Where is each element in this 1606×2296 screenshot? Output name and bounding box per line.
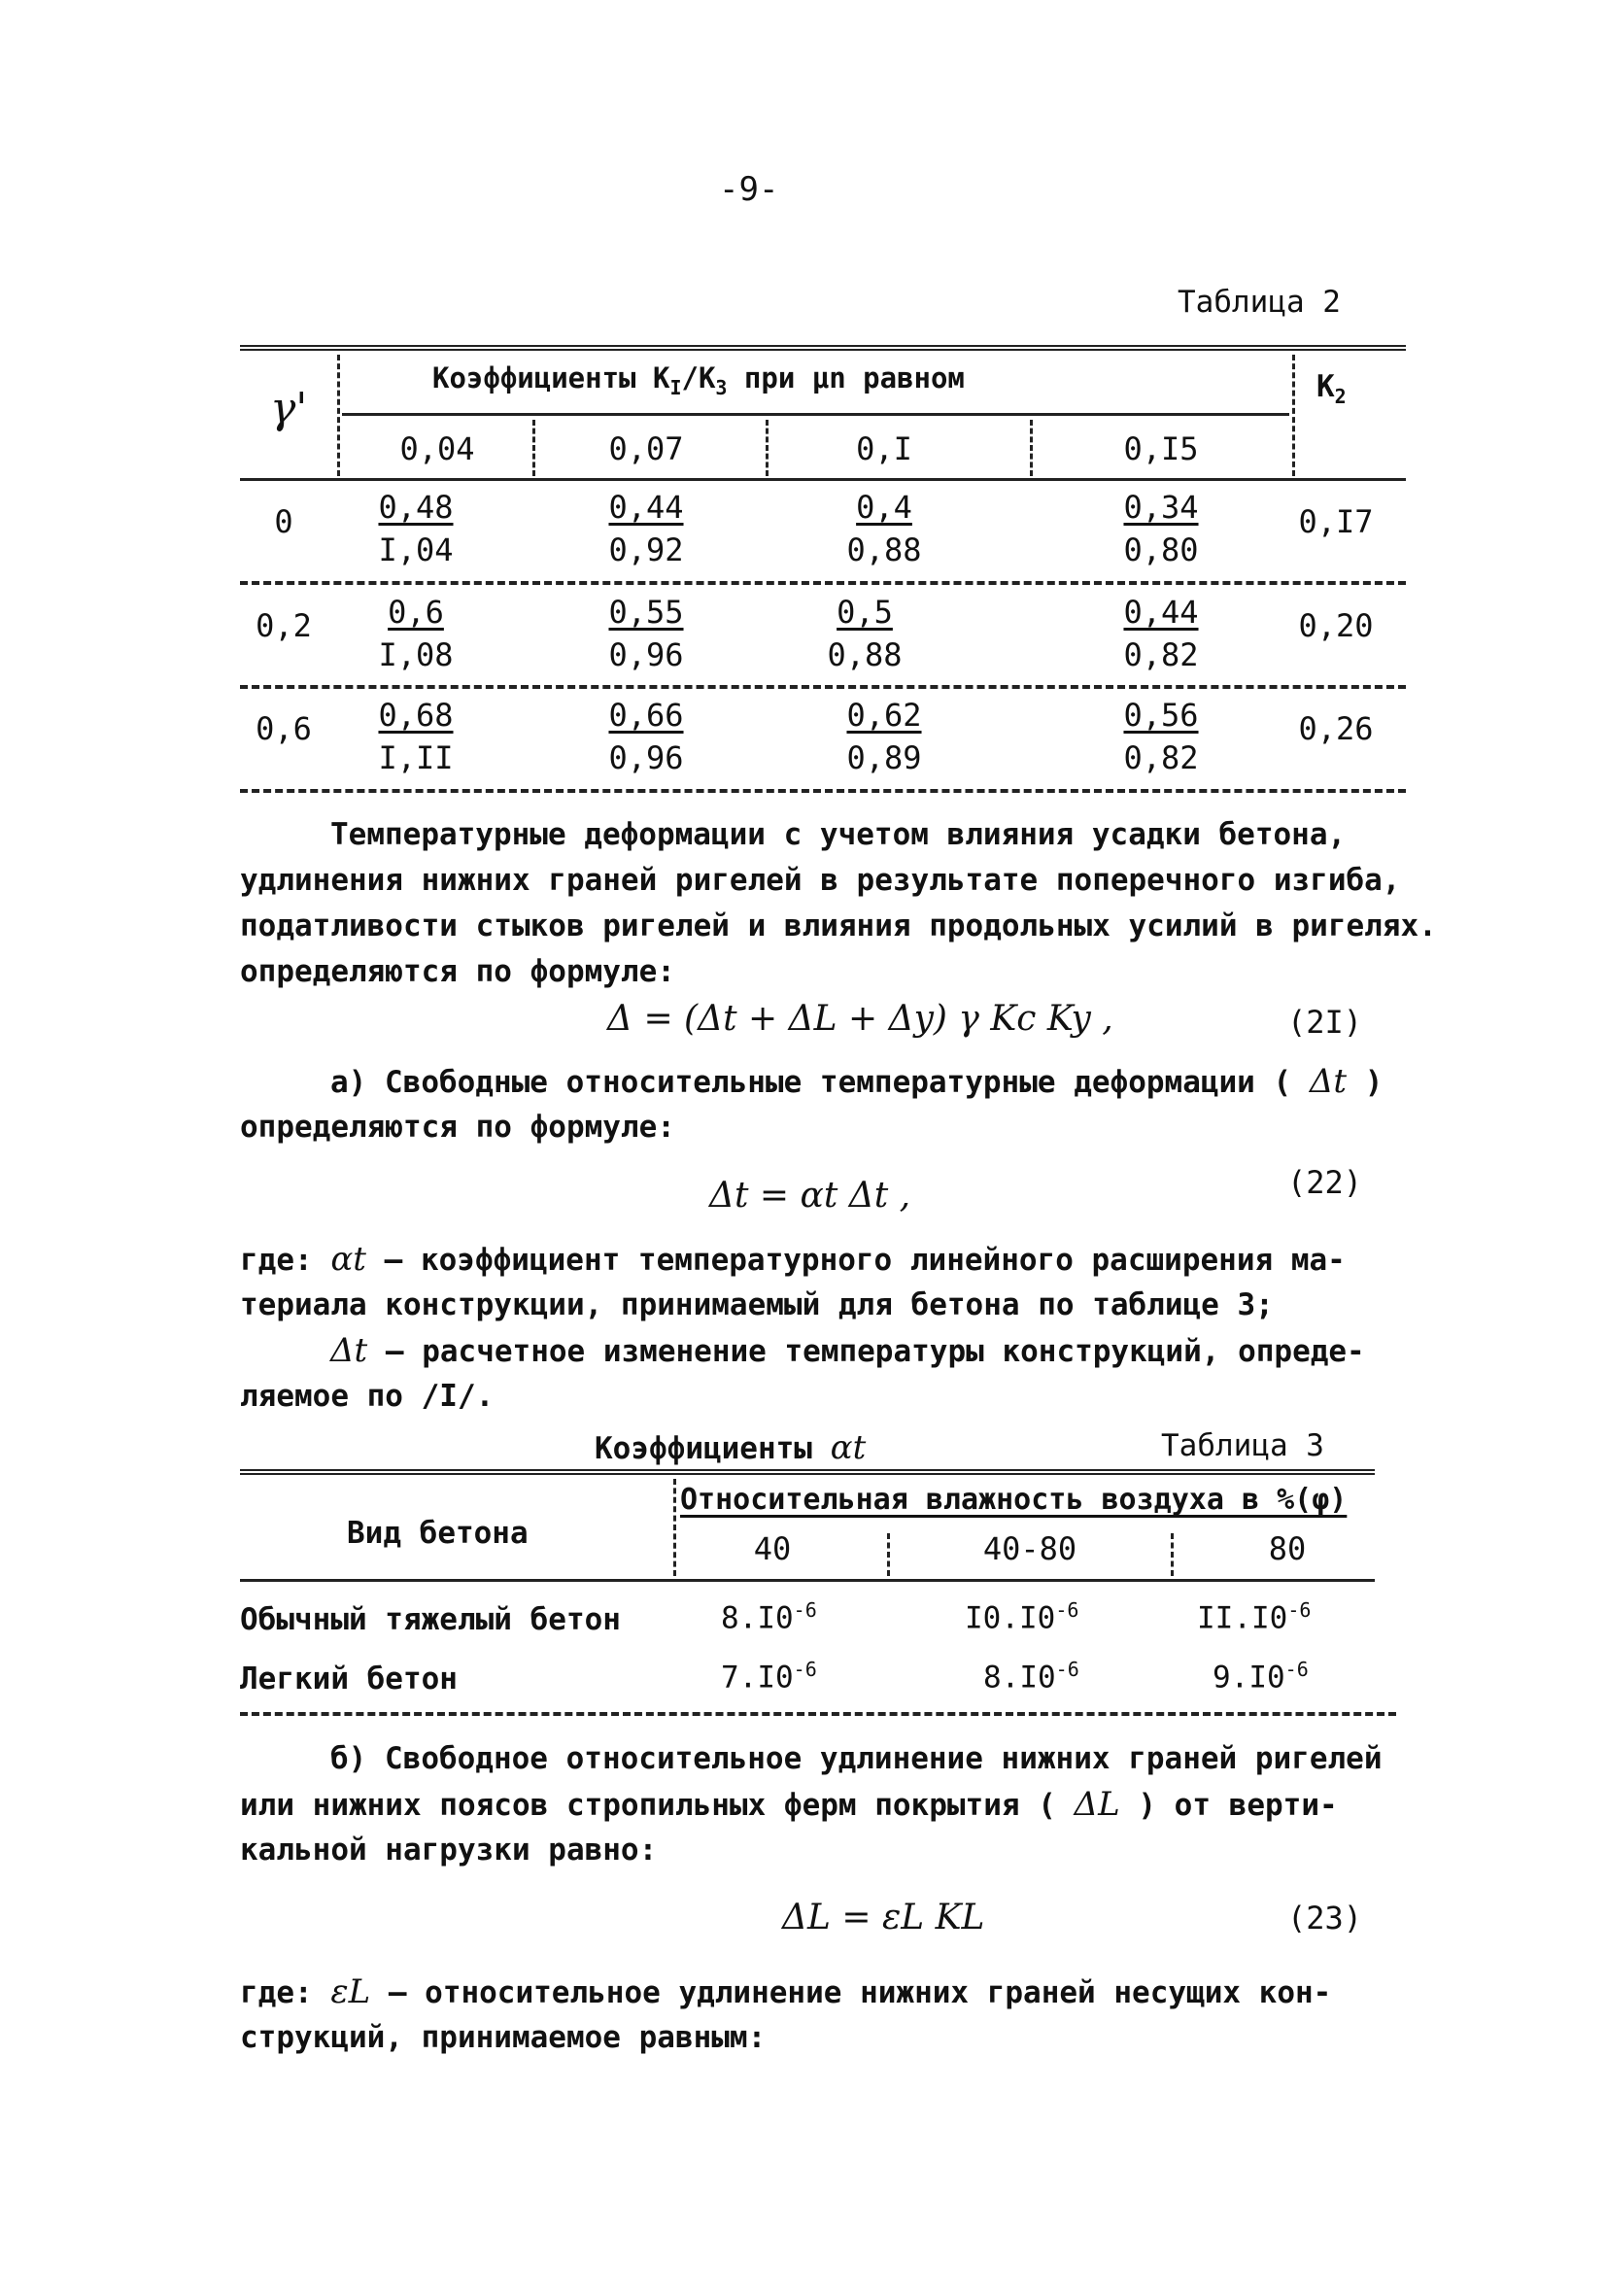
table3-label: Таблица 3 <box>1161 1428 1324 1463</box>
table3-vsep-c2 <box>1171 1533 1174 1576</box>
table2-cell: 0,62 0,89 <box>846 697 922 776</box>
table3-header-col0: Вид бетона <box>347 1516 529 1551</box>
table2-label: Таблица 2 <box>1178 285 1341 320</box>
table2-gamma-cell: 0,2 <box>256 607 312 644</box>
table2-vsep-c2 <box>766 420 769 476</box>
table2-cell: 0,68 I,II <box>378 697 454 776</box>
table2-col-header: 0,07 <box>608 430 684 467</box>
table2-gamma-cell: 0,6 <box>256 710 312 747</box>
table3-cell: $II.I0^{-6}$ <box>1197 1598 1312 1636</box>
table3-cell: $I0.I0^{-6}$ <box>965 1598 1079 1636</box>
table3-cell: $8.I0^{-6}$ <box>983 1658 1079 1696</box>
table2-cell: 0,34 0,80 <box>1123 489 1199 568</box>
page-number: -9- <box>719 170 779 209</box>
table2-row-rule <box>240 685 1406 689</box>
formula-22: Δt = αt Δt , <box>709 1176 911 1216</box>
table2-header-bottom-rule <box>240 478 1406 481</box>
table2-vsep-c1 <box>532 420 535 476</box>
paragraph-line: податливости стыков ригелей и влияния продольных усилий в ригелях. <box>240 908 1437 943</box>
formula-23: ΔL = εL KL <box>782 1898 985 1937</box>
table2-gamma-cell: 0 <box>274 503 293 540</box>
table2-vsep-gamma <box>337 355 340 476</box>
table2-cell: 0,6 I,08 <box>378 594 454 673</box>
table3-row-name: Обычный тяжелый бетон <box>240 1602 621 1637</box>
table3-cell: $7.I0^{-6}$ <box>721 1658 817 1696</box>
table2-col-header: 0,04 <box>399 430 475 467</box>
table3-header-group: Относительная влажность воздуха в %(φ) <box>680 1483 1348 1517</box>
paragraph-line: Δt – расчетное изменение температуры конструкций, опреде- <box>330 1331 1365 1370</box>
table3-vsep-c1 <box>887 1533 890 1576</box>
paragraph-line: определяются по формуле: <box>240 954 675 989</box>
table2-bottom-rule <box>240 789 1406 793</box>
paragraph-line: териала конструкции, принимаемый для бетона по таблице 3; <box>240 1287 1274 1322</box>
table3-row-name: Легкий бетон <box>240 1662 458 1696</box>
table2-group-rule <box>342 413 1289 416</box>
table3-bottom-rule <box>240 1712 1396 1716</box>
table3-col-header: 80 <box>1268 1530 1307 1567</box>
table3-cell: $9.I0^{-6}$ <box>1213 1658 1309 1696</box>
paragraph-line: где: εL – относительное удлинение нижних граней несущих кон- <box>240 1972 1332 2011</box>
formula-23-number: (23) <box>1287 1900 1363 1936</box>
table3-title: Коэффициенты αt <box>595 1428 867 1467</box>
table3-top-rule <box>240 1469 1375 1475</box>
paragraph-line: или нижних поясов стропильных ферм покрытия ( ΔL ) от верти- <box>240 1785 1338 1824</box>
table2-cell: 0,44 0,82 <box>1123 594 1199 673</box>
table2-cell: 0,44 0,92 <box>608 489 684 568</box>
table2-k2-cell: 0,26 <box>1298 710 1374 747</box>
table2-cell: 0,56 0,82 <box>1123 697 1199 776</box>
paragraph-line: Температурные деформации с учетом влияния усадки бетона, <box>330 817 1347 852</box>
paragraph-line: определяются по формуле: <box>240 1110 675 1145</box>
table2-top-rule <box>240 345 1406 351</box>
paragraph-line: б) Свободное относительное удлинение нижних граней ригелей <box>330 1741 1383 1776</box>
paragraph-line: кальной нагрузки равно: <box>240 1833 658 1868</box>
table2-header-k2: $K_2$ <box>1316 369 1347 409</box>
table2-row-rule <box>240 581 1406 585</box>
formula-22-number: (22) <box>1287 1164 1363 1201</box>
table2-k2-cell: 0,I7 <box>1298 503 1374 540</box>
paragraph-line: ляемое по /I/. <box>240 1379 495 1414</box>
table2-header-group: Коэффициенты $K_I/K_3$ при μn равном <box>432 361 965 399</box>
table2-vsep-c3 <box>1030 420 1033 476</box>
table2-col-header: 0,I5 <box>1123 430 1199 467</box>
paragraph-line: удлинения нижних граней ригелей в результате поперечного изгиба, <box>240 863 1401 898</box>
table3-col-header: 40 <box>753 1530 792 1567</box>
table2-cell: 0,5 0,88 <box>827 594 903 673</box>
table2-vsep-k2 <box>1292 355 1295 476</box>
table2-cell: 0,66 0,96 <box>608 697 684 776</box>
table2-cell: 0,55 0,96 <box>608 594 684 673</box>
paragraph-line: где: αt – коэффициент температурного линейного расширения ма- <box>240 1240 1346 1279</box>
table3-header-bottom-rule <box>240 1579 1375 1582</box>
paragraph-line: струкций, принимаемое равным: <box>240 2020 767 2055</box>
paragraph-line: а) Свободные относительные температурные деформации ( Δt ) <box>330 1062 1384 1101</box>
table3-cell: $8.I0^{-6}$ <box>721 1598 817 1636</box>
table2-cell: 0,48 I,04 <box>378 489 454 568</box>
formula-21-number: (2I) <box>1287 1004 1363 1041</box>
table3-vsep-col0 <box>673 1479 676 1576</box>
formula-21: Δ = (Δt + ΔL + Δy) γ Kc Ky , <box>607 999 1113 1039</box>
table3-col-header: 40-80 <box>982 1530 1077 1567</box>
table2-cell: 0,4 0,88 <box>846 489 922 568</box>
table2-k2-cell: 0,20 <box>1298 607 1374 644</box>
table2-col-header: 0,I <box>856 430 912 467</box>
table2-header-gamma: γ' <box>270 384 308 433</box>
